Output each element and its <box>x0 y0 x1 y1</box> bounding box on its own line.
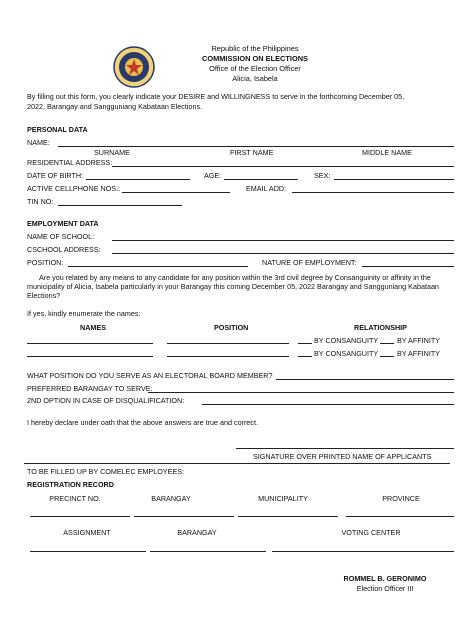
school-field[interactable] <box>112 240 454 241</box>
dob-field[interactable] <box>86 179 190 180</box>
board-position-field[interactable] <box>276 379 454 380</box>
voting-center-field[interactable] <box>272 551 454 552</box>
municipality-label: MUNICIPALITY <box>258 494 308 503</box>
second-option-label: 2ND OPTION IN CASE OF DISQUALIFICATION: <box>27 396 185 405</box>
affinity-label-2: BY AFFINITY <box>397 349 441 358</box>
consanguity-check-1[interactable] <box>298 343 312 344</box>
relation-question-1: Are you related by any means to any candidate for any position within the 3rd civil degree by Consanguinity or affinity in the <box>39 273 431 282</box>
header-location: Alicia, Isabela <box>232 74 278 83</box>
header-office: Office of the Election Officer <box>209 64 301 73</box>
school-address-field[interactable] <box>112 253 454 254</box>
tin-field[interactable] <box>58 205 182 206</box>
assignment-barangay-label: BARANGAY <box>177 528 217 537</box>
consanguity-check-2[interactable] <box>298 356 312 357</box>
barangay-label: BARANGAY <box>151 494 191 503</box>
surname-caption: SURNAME <box>94 148 130 157</box>
consanguity-label-2: BY CONSANGUITY <box>314 349 379 358</box>
age-label: AGE: <box>204 171 222 180</box>
second-option-field[interactable] <box>202 404 454 405</box>
officer-title: Election Officer III <box>356 584 414 593</box>
nature-field[interactable] <box>362 266 454 267</box>
officer-name: ROMMEL B. GERONIMO <box>343 574 427 583</box>
province-label: PROVINCE <box>382 494 420 503</box>
cellphone-field[interactable] <box>122 192 230 193</box>
sex-label: SEX: <box>314 171 331 180</box>
name-label: NAME: <box>27 138 50 147</box>
enumerate-label: If yes, kindly enumerate the names: <box>27 309 141 318</box>
header-republic: Republic of the Philippines <box>211 44 299 53</box>
first-name-caption: FIRST NAME <box>230 148 274 157</box>
voting-center-label: VOTING CENTER <box>341 528 401 537</box>
province-field[interactable] <box>346 516 454 517</box>
comelec-seal-icon <box>113 46 155 88</box>
municipality-field[interactable] <box>238 516 338 517</box>
name-field[interactable] <box>58 146 454 147</box>
declaration-text: I hereby declare under oath that the above answers are true and correct. <box>27 418 258 427</box>
school-label: NAME OF SCHOOL: <box>27 232 95 241</box>
affinity-check-2[interactable] <box>380 356 394 357</box>
relation-position-field-1[interactable] <box>167 343 289 344</box>
consanguity-label-1: BY CONSANGUITY <box>314 336 379 345</box>
school-address-label: CSCHOOL ADDRESS: <box>27 245 101 254</box>
relation-question-2: municipality of Alicia, Isabela particularly in your Barangay this coming December 05, 2022 Barangay and Sangguniang Kabataan <box>27 282 439 291</box>
relation-position-field-2[interactable] <box>167 356 289 357</box>
signature-caption: SIGNATURE OVER PRINTED NAME OF APPLICANTS <box>253 452 432 461</box>
comelec-fill-label: TO BE FILLED UP BY COMELEC EMPLOYEES: <box>27 467 184 476</box>
signature-field[interactable] <box>236 448 454 449</box>
assignment-label: ASSIGNMENT <box>63 528 111 537</box>
intro-line-2: 2022, Barangay and Sangguniang Kabataan Elections. <box>27 102 203 111</box>
relation-name-field-1[interactable] <box>27 343 153 344</box>
middle-name-caption: MIDDLE NAME <box>362 148 412 157</box>
precinct-label: PRECINCT NO. <box>49 494 101 503</box>
position-field[interactable] <box>68 266 248 267</box>
intro-line-1: By filling out this form, you clearly indicate your DESIRE and WILLINGNESS to serve in the forthcoming December 05, <box>27 92 405 101</box>
email-field[interactable] <box>292 192 454 193</box>
nature-label: NATURE OF EMPLOYMENT: <box>262 258 357 267</box>
residential-field[interactable] <box>112 166 454 167</box>
col-position: POSITION <box>214 323 249 332</box>
employment-data-heading: EMPLOYMENT DATA <box>27 219 99 228</box>
affinity-label-1: BY AFFINITY <box>397 336 441 345</box>
tin-label: TIN NO: <box>27 197 54 206</box>
email-label: EMAIL ADD: <box>246 184 287 193</box>
assignment-field[interactable] <box>30 551 146 552</box>
precinct-field[interactable] <box>30 516 130 517</box>
relation-name-field-2[interactable] <box>27 356 153 357</box>
assignment-barangay-field[interactable] <box>150 551 266 552</box>
dob-label: DATE OF BIRTH: <box>27 171 84 180</box>
board-position-question: WHAT POSITION DO YOU SERVE AS AN ELECTORAL BOARD MEMBER? <box>27 371 273 380</box>
personal-data-heading: PERSONAL DATA <box>27 125 88 134</box>
age-field[interactable] <box>224 179 298 180</box>
registration-record-heading: REGISTRATION RECORD <box>27 480 114 489</box>
col-relationship: RELATIONSHIP <box>354 323 407 332</box>
header-commission: COMMISSION ON ELECTIONS <box>202 54 308 63</box>
position-label: POSITION: <box>27 258 64 267</box>
section-divider <box>24 463 450 464</box>
barangay-field[interactable] <box>134 516 234 517</box>
affinity-check-1[interactable] <box>380 343 394 344</box>
sex-field[interactable] <box>334 179 454 180</box>
cellphone-label: ACTIVE CELLPHONE NOS.: <box>27 184 121 193</box>
preferred-barangay-field[interactable] <box>148 392 454 393</box>
col-names: NAMES <box>80 323 106 332</box>
relation-question-3: Elections? <box>27 291 61 300</box>
residential-label: RESIDENTIAL ADDRESS: <box>27 158 113 167</box>
preferred-barangay-label: PREFERRED BARANGAY TO SERVE: <box>27 384 153 393</box>
